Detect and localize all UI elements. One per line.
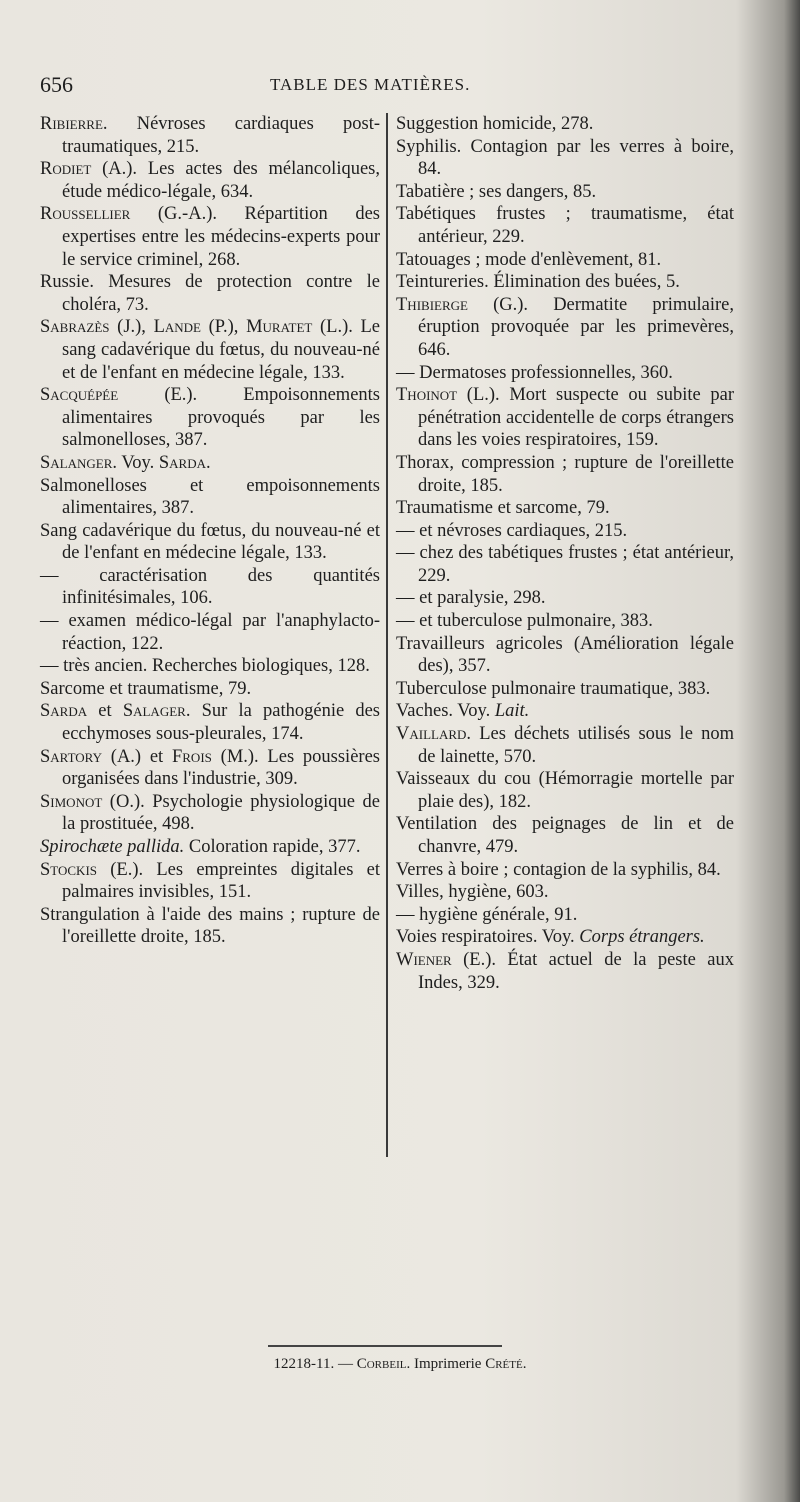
- entry-text: Les déchets utilisés sous le nom de lainette, 570.: [418, 724, 734, 767]
- author-name: Thibierge: [396, 294, 468, 315]
- author-name: Thoinot: [396, 385, 458, 406]
- entry-text: (J.),: [109, 317, 154, 338]
- entry-text: Teintureries. Élimination des buées, 5.: [396, 272, 680, 293]
- index-entry: [40, 565, 380, 610]
- author-name: Corbeil.: [356, 1356, 411, 1372]
- index-entry: [40, 316, 380, 384]
- entry-text: — et névroses cardiaques, 215.: [396, 520, 628, 541]
- index-entry: [396, 633, 734, 678]
- index-entry: [40, 452, 380, 475]
- index-entry: [40, 271, 380, 316]
- index-entry: [396, 904, 734, 927]
- entry-text: — chez des tabétiques frustes ; état antérieur, 229.: [396, 543, 734, 586]
- author-name: Sacquépée: [40, 385, 119, 406]
- index-entry: [40, 904, 380, 949]
- entry-text: Suggestion homicide, 278.: [396, 114, 594, 134]
- index-entry: [396, 542, 734, 587]
- author-name: Salager.: [122, 701, 191, 722]
- index-entry: [396, 813, 734, 858]
- index-entry: [40, 610, 380, 655]
- author-name: Wiener: [396, 949, 452, 970]
- index-entry: [396, 497, 734, 520]
- index-entry: [396, 678, 734, 701]
- footer-rule: [268, 1345, 502, 1347]
- entry-text: et: [87, 701, 123, 722]
- index-entry: [396, 926, 734, 949]
- entry-text: (G.). Dermatite primulaire, éruption provoquée par les primevères, 646.: [418, 294, 734, 360]
- index-entry: [40, 158, 380, 203]
- entry-text: — et tuberculose pulmonaire, 383.: [396, 611, 653, 632]
- author-name: Lande: [153, 317, 201, 338]
- author-name: Crété.: [485, 1356, 527, 1372]
- index-entry: [396, 271, 734, 294]
- entry-text: (O.). Psychologie physiologique de la prostituée, 498.: [62, 791, 380, 835]
- entry-text: Tatouages ; mode d'enlèvement, 81.: [396, 249, 662, 270]
- entry-text: Salmonelloses et empoisonnements alimentaires, 387.: [40, 475, 380, 519]
- index-entry: [396, 768, 734, 813]
- italic-term: Corps étrangers.: [579, 927, 705, 948]
- italic-term: Lait.: [494, 701, 530, 722]
- index-entry: [396, 113, 734, 136]
- index-entry: [40, 520, 380, 565]
- author-name: Muratet: [246, 317, 313, 338]
- entry-text: Sang cadavérique du fœtus, du nouveau-né et de l'enfant en médecine légale, 133.: [40, 520, 380, 564]
- entry-text: Syphilis. Contagion par les verres à boire, 84.: [396, 136, 734, 180]
- entry-text: Strangulation à l'aide des mains ; rupture de l'oreillette droite, 185.: [40, 904, 380, 948]
- printer-colophon: [0, 1356, 800, 1373]
- entry-text: (G.-A.). Répartition des expertises entre les médecins-experts pour le service criminel, 268.: [62, 204, 380, 270]
- entry-text: Sarcome et traumatisme, 79.: [40, 678, 252, 699]
- index-entry: [40, 475, 380, 520]
- index-entry: [40, 746, 380, 791]
- index-column-right: [396, 113, 734, 994]
- index-entry: [396, 723, 734, 768]
- index-entry: [396, 362, 734, 385]
- author-name: Rodiet: [40, 159, 92, 180]
- author-name: Vaillard.: [396, 724, 472, 745]
- index-entry: [40, 700, 380, 745]
- entry-text: Voy.: [117, 452, 159, 473]
- entry-text: (L.). Mort suspecte ou subite par pénétration accidentelle de corps étrangers dans les voies respiratoires, 159.: [418, 385, 734, 451]
- entry-text: Névroses cardiaques post-traumatiques, 215.: [62, 114, 380, 157]
- author-name: Salanger.: [40, 452, 118, 473]
- index-entry: [396, 384, 734, 452]
- author-name: Sartory: [40, 746, 103, 767]
- entry-text: Coloration rapide, 377.: [184, 837, 361, 857]
- entry-text: — hygiène générale, 91.: [396, 904, 578, 925]
- entry-text: Villes, hygiène, 603.: [396, 882, 549, 903]
- entry-text: Sur la pathogénie des ecchymoses sous-pleurales, 174.: [62, 701, 380, 745]
- index-entry: [396, 294, 734, 362]
- author-name: Frois: [171, 746, 212, 767]
- entry-text: Traumatisme et sarcome, 79.: [396, 498, 610, 519]
- index-entry: [396, 881, 734, 904]
- running-title: TABLE DES MATIÈRES.: [270, 75, 471, 94]
- index-entry: [40, 203, 380, 271]
- entry-text: Travailleurs agricoles (Amélioration légale des), 357.: [396, 633, 734, 677]
- index-entry: [396, 610, 734, 633]
- entry-text: (E.). Empoisonnements alimentaires provoqués par les salmonelloses, 387.: [62, 385, 380, 451]
- entry-text: — très ancien. Recherches biologiques, 128.: [40, 656, 370, 677]
- entry-text: 12218-11. —: [273, 1356, 357, 1372]
- index-entry: [40, 113, 380, 158]
- entry-text: — caractérisation des quantités infinitésimales, 106.: [40, 565, 380, 609]
- entry-text: — examen médico-légal par l'anaphylacto-réaction, 122.: [40, 611, 380, 654]
- author-name: Roussellier: [40, 204, 131, 225]
- index-entry: [396, 859, 734, 882]
- entry-text: Tuberculose pulmonaire traumatique, 383.: [396, 678, 711, 699]
- index-entry: [396, 181, 734, 204]
- index-column-left: [40, 113, 380, 949]
- entry-text: Ventilation des peignages de lin et de chanvre, 479.: [396, 814, 734, 857]
- index-entry: [396, 587, 734, 610]
- entry-text: Voies respiratoires. Voy.: [396, 927, 580, 948]
- entry-text: Thorax, compression ; rupture de l'oreillette droite, 185.: [396, 452, 734, 496]
- entry-text: Tabatière ; ses dangers, 85.: [396, 181, 597, 202]
- index-entry: [40, 384, 380, 452]
- index-entry: [40, 791, 380, 836]
- author-name: Sarda: [40, 701, 88, 722]
- entry-text: — et paralysie, 298.: [396, 588, 546, 609]
- entry-text: (P.),: [200, 317, 247, 338]
- entry-text: Russie. Mesures de protection contre le choléra, 73.: [40, 272, 380, 315]
- entry-text: (A.) et: [102, 746, 172, 767]
- author-name: Simonot: [40, 791, 103, 812]
- index-entry: [396, 949, 734, 994]
- entry-text: (A.). Les actes des mélancoliques, étude médico-légale, 634.: [62, 159, 380, 202]
- index-entry: [396, 700, 734, 723]
- index-entry: [396, 520, 734, 543]
- entry-text: (M.). Les poussières organisées dans l'industrie, 309.: [62, 746, 380, 790]
- author-name: Sarda.: [158, 452, 211, 473]
- index-entry: [40, 836, 380, 859]
- index-entry: [396, 203, 734, 248]
- entry-text: (L.). Le sang cadavérique du fœtus, du nouveau-né et de l'enfant en médecine légale, 133.: [62, 317, 380, 383]
- page-number: 656: [40, 72, 73, 97]
- author-name: Sabrazès: [40, 317, 110, 338]
- page-header: [40, 72, 740, 102]
- author-name: Stockis: [40, 859, 98, 880]
- author-name: Ribierre.: [40, 114, 108, 134]
- entry-text: Imprimerie: [410, 1356, 486, 1372]
- entry-text: Vaisseaux du cou (Hémorragie mortelle par plaie des), 182.: [396, 769, 734, 812]
- index-entry: [396, 249, 734, 272]
- index-entry: [40, 678, 380, 701]
- entry-text: Verres à boire ; contagion de la syphilis, 84.: [396, 859, 721, 880]
- column-divider: [386, 113, 388, 1157]
- index-entry: [396, 452, 734, 497]
- italic-term: Spirochæte pallida.: [40, 837, 185, 857]
- index-entry: [396, 136, 734, 181]
- index-entry: [40, 655, 380, 678]
- entry-text: — Dermatoses professionnelles, 360.: [396, 362, 673, 383]
- entry-text: Vaches. Voy.: [396, 701, 495, 722]
- index-entry: [40, 859, 380, 904]
- entry-text: (E.). État actuel de la peste aux Indes, 329.: [418, 949, 734, 993]
- entry-text: Tabétiques frustes ; traumatisme, état antérieur, 229.: [396, 204, 734, 247]
- entry-text: (E.). Les empreintes digitales et palmaires invisibles, 151.: [62, 859, 380, 903]
